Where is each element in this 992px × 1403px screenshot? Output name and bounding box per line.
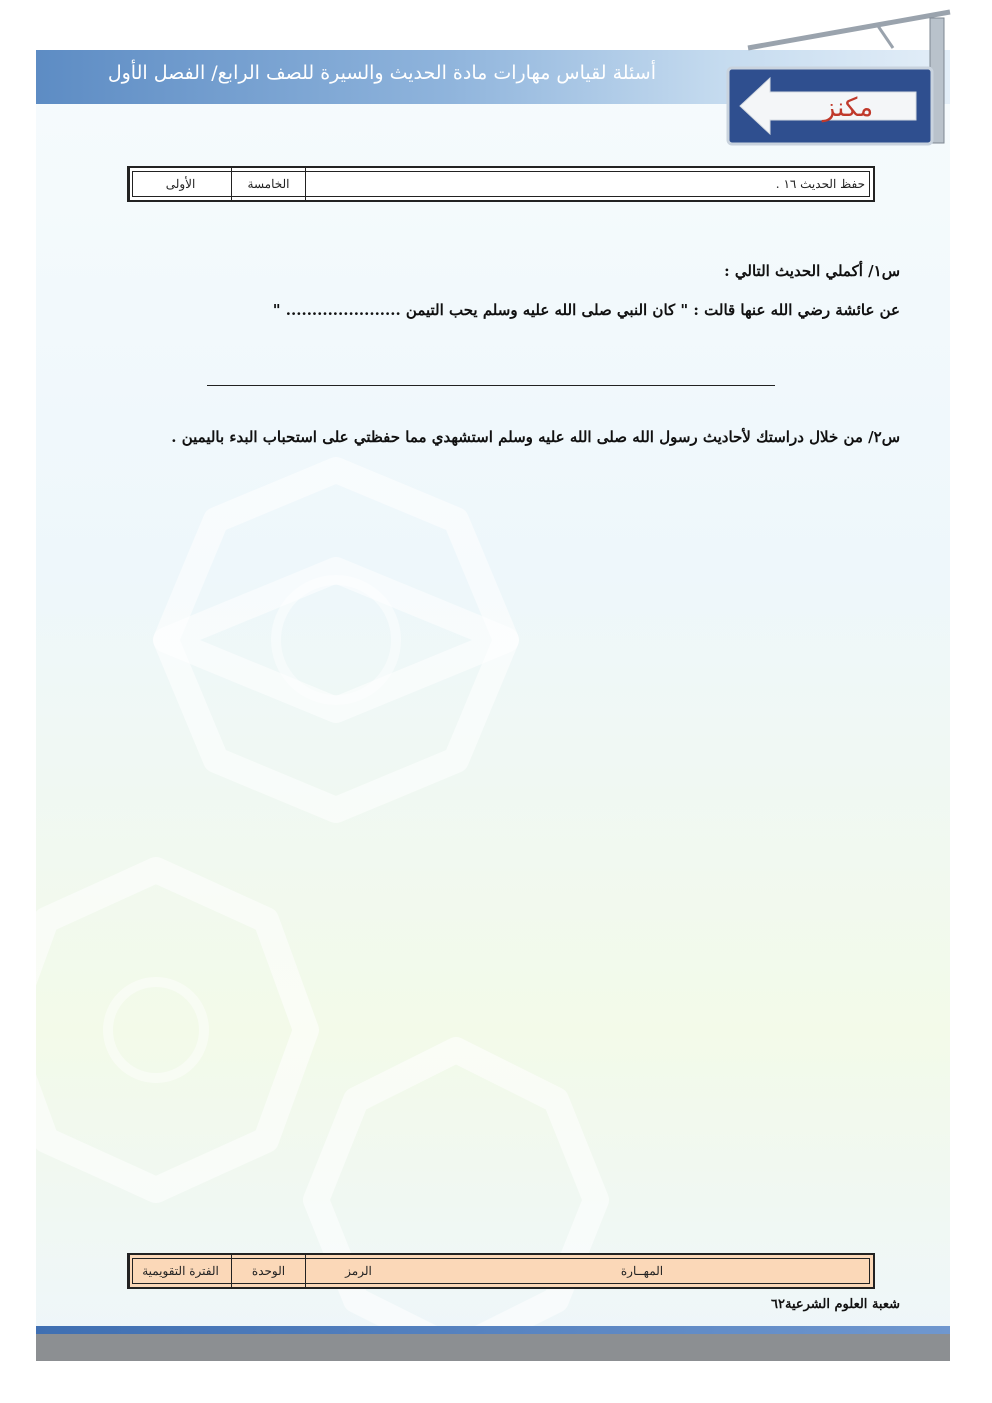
skill-header-table <box>127 1253 875 1289</box>
question-2-prompt: س٢/ من خلال دراستك لأحاديث رسول الله صلى الله عليه وسلم استشهدي مما حفظتي على استحباب البدء باليمين . <box>171 428 900 446</box>
code-cell <box>305 168 411 200</box>
footer-label: شعبة العلوم الشرعية٦٢ <box>771 1297 900 1312</box>
question-1-hadith: عن عائشة رضي الله عنها قالت : " كان النبي صلى الله عليه وسلم يحب التيمن ...................... " <box>272 301 900 319</box>
period-header: الفترة التقويمية <box>129 1255 231 1287</box>
period-cell: الأولى <box>129 168 231 200</box>
skill-info-table <box>127 166 875 202</box>
unit-cell: الخامسة <box>231 168 305 200</box>
section-divider <box>207 385 775 386</box>
unit-header: الوحدة <box>231 1255 305 1287</box>
decorative-star-pattern <box>36 50 950 1360</box>
code-header: الرمز <box>305 1255 411 1287</box>
footer-band-gray <box>36 1334 950 1361</box>
page-background <box>36 50 950 1360</box>
skill-header: المهــارة <box>620 1264 664 1278</box>
logo-text: مكنز <box>822 93 874 123</box>
question-1-prompt: س١/ أكملي الحديث التالي : <box>724 262 900 280</box>
page-title: أسئلة لقياس مهارات مادة الحديث والسيرة للصف الرابع/ الفصل الأول <box>107 62 656 84</box>
skill-cell: حفظ الحديث ١٦ . <box>775 177 865 191</box>
makniz-logo-sign <box>718 8 958 148</box>
footer-band-blue <box>36 1326 950 1334</box>
